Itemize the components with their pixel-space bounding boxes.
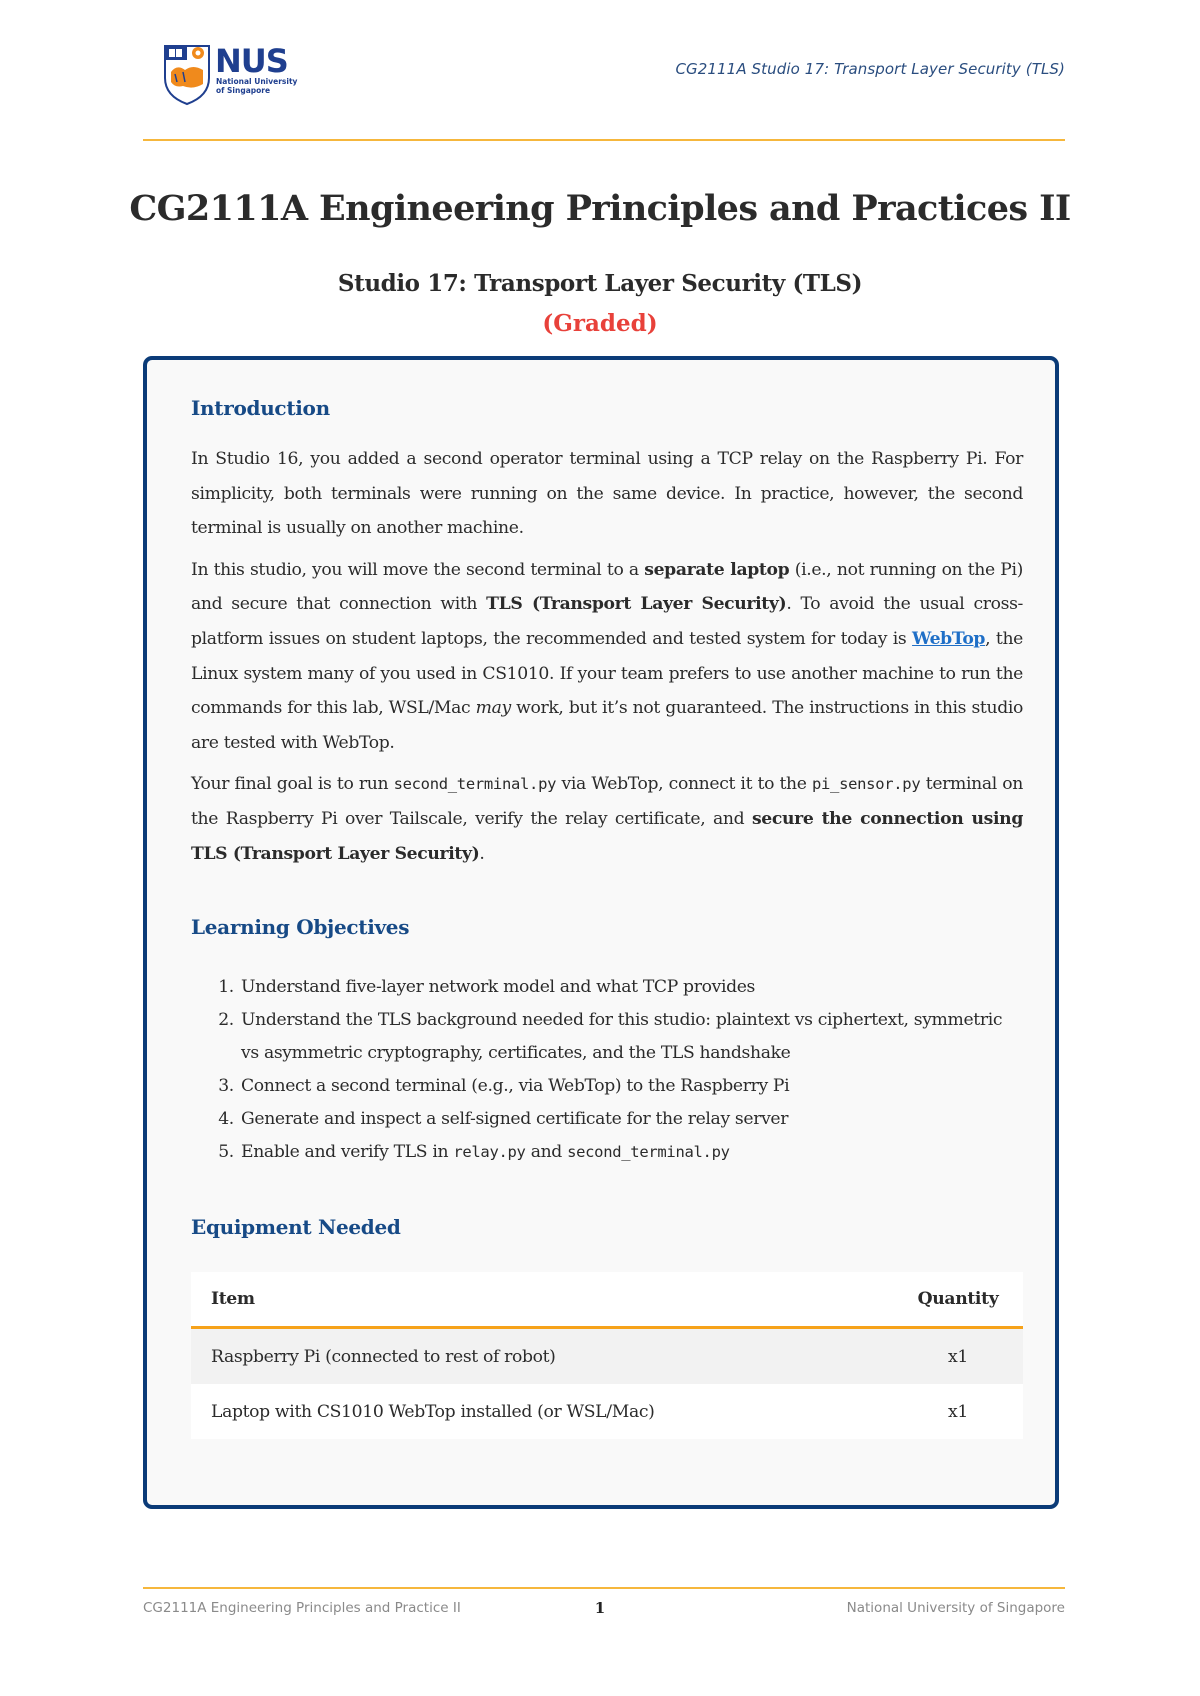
graded-label: (Graded) [542, 310, 658, 337]
objective-item [239, 1136, 1023, 1169]
intro-paragraph-3 [191, 767, 1023, 871]
text-run: Your final goal is to run [191, 774, 394, 795]
text-run: work, but it’s not guaranteed. The instructions in this studio are tested with WebTop. [191, 698, 1023, 753]
text-run: terminal on the Raspberry Pi over Tailscale, verify the relay certificate, and [191, 774, 1023, 829]
nus-logo [163, 42, 303, 106]
table-row [191, 1384, 1023, 1439]
objective-item: 4. Generate and inspect a self-signed certificate for the relay server [239, 1103, 1023, 1136]
text-run: via WebTop, connect it to the [556, 774, 812, 795]
objectives-heading: Learning Objectives [191, 915, 410, 940]
objective-item: 1. Understand five-layer network model and what TCP provides [239, 971, 1023, 1004]
intro-paragraph-2 [191, 553, 1023, 761]
quantity-cell: x1 [893, 1384, 1023, 1439]
footer-course: CG2111A Engineering Principles and Practice II [143, 1600, 461, 1616]
italic-may: may [475, 698, 511, 719]
running-head: CG2111A Studio 17: Transport Layer Security (TLS) [675, 60, 1065, 78]
item-cell: Laptop with CS1010 WebTop installed (or WSL/Mac) [191, 1384, 893, 1439]
intro-box [143, 356, 1059, 1509]
bold-secure-connection: secure the connection using TLS (Transport Layer Security) [191, 808, 1023, 864]
page-number: 1 [594, 1599, 606, 1617]
code-second-terminal: second_terminal.py [567, 1143, 730, 1162]
equipment-heading: Equipment Needed [191, 1215, 401, 1240]
text-run: In this studio, you will move the second terminal to a [191, 559, 645, 580]
table-header-row [191, 1272, 1023, 1328]
footer-divider [143, 1587, 1065, 1589]
header-divider [143, 139, 1065, 141]
introduction-body [191, 442, 1023, 871]
quantity-cell: x1 [893, 1328, 1023, 1385]
code-second-terminal: second_terminal.py [393, 775, 557, 794]
text-run: and [525, 1142, 568, 1163]
objective-item: 2. Understand the TLS background needed for this studio: plaintext vs ciphertext, symmetric vs asymmetric cryptography, certificates, and the TLS handshake [239, 1004, 1023, 1070]
webtop-link[interactable]: WebTop [912, 628, 986, 649]
intro-paragraph-1: In Studio 16, you added a second operator terminal using a TCP relay on the Raspberry Pi. For simplicity, both terminals were running on the same device. In practice, however, the second terminal is usually on another machine. [191, 449, 1023, 539]
text-run: , the Linux system many of you used in CS1010. If your team prefers to use another machine to run the commands for this lab, WSL/Mac [191, 628, 1023, 719]
table-row [191, 1328, 1023, 1385]
code-relay: relay.py [453, 1143, 526, 1162]
column-header-item: Item [191, 1272, 893, 1328]
text-run: . [479, 843, 485, 864]
footer-university: National University of Singapore [846, 1600, 1065, 1616]
svg-text:NUS: NUS [215, 42, 288, 80]
document-title: CG2111A Engineering Principles and Practices II [129, 188, 1071, 229]
objectives-list [191, 971, 1023, 1169]
objective-item: 3. Connect a second terminal (e.g., via WebTop) to the Raspberry Pi [239, 1070, 1023, 1103]
bold-tls: TLS (Transport Layer Security) [486, 594, 787, 615]
code-pi-sensor: pi_sensor.py [811, 775, 921, 794]
text-run: . To avoid the usual cross-platform issues on student laptops, the recommended and tested system for today is [191, 594, 1023, 649]
svg-text:of Singapore: of Singapore [216, 86, 271, 95]
svg-text:National University: National University [216, 77, 298, 86]
item-cell: Raspberry Pi (connected to rest of robot) [191, 1328, 893, 1385]
studio-subtitle: Studio 17: Transport Layer Security (TLS) [337, 270, 863, 297]
column-header-quantity: Quantity [893, 1272, 1023, 1328]
bold-separate-laptop: separate laptop [644, 559, 790, 580]
equipment-table [191, 1272, 1023, 1439]
text-run: Enable and verify TLS in [241, 1142, 454, 1163]
introduction-heading: Introduction [191, 396, 330, 420]
nus-crest-icon [163, 42, 303, 106]
text-run: (i.e., not running on the Pi) and secure that connection with [191, 559, 1023, 615]
